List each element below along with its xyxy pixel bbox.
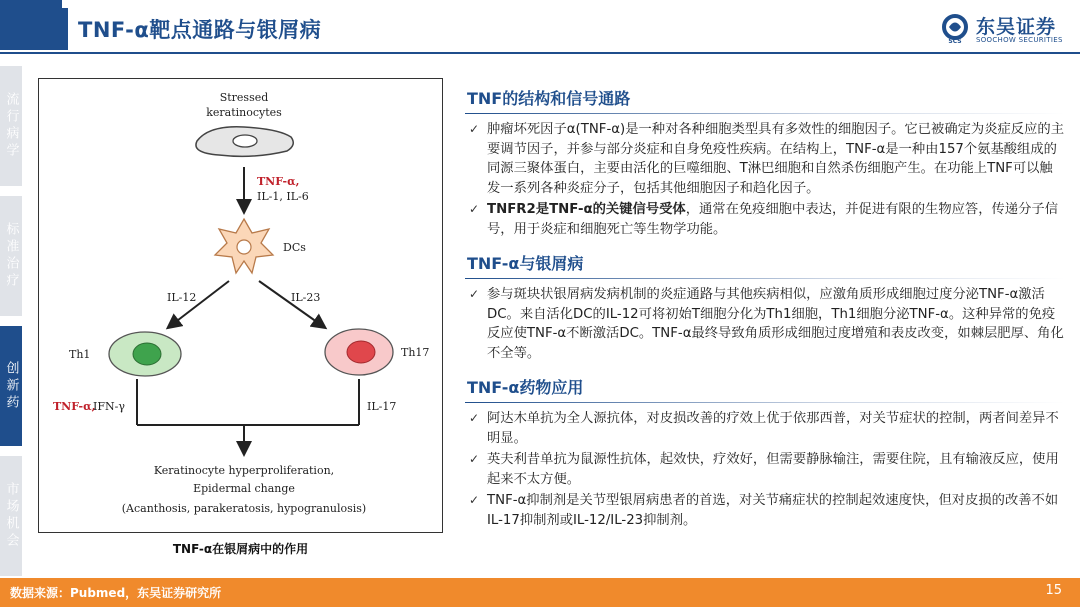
figure-caption: TNF-α在银屑病中的作用 <box>172 542 309 556</box>
logo-subtitle: SOOCHOW SECURITIES <box>976 36 1063 44</box>
bullet-bold-text: TNFR2是TNF-α的关键信号受体 <box>487 202 686 217</box>
arrow-dc-to-th1 <box>169 281 229 327</box>
tnf-alpha-label-2: TNF-α, <box>53 400 96 413</box>
footer-bar <box>0 578 1080 607</box>
tnf-alpha-label: TNF-α, <box>257 175 300 188</box>
check-icon: ✓ <box>469 452 480 466</box>
side-tab-standard-treatment[interactable]: 标准治疗 <box>0 196 22 316</box>
title-accent-bar <box>0 0 62 50</box>
th17-cell-icon <box>325 329 393 375</box>
logo-mark-icon <box>940 14 970 44</box>
check-icon: ✓ <box>469 411 480 425</box>
th1-cell-icon <box>109 332 181 376</box>
section-title: TNF-α药物应用 <box>467 378 584 397</box>
content-panel <box>465 86 1065 542</box>
title-accent-notch <box>62 8 68 50</box>
section-divider <box>465 278 1065 279</box>
check-icon: ✓ <box>469 287 480 301</box>
bullet-item <box>465 120 1065 198</box>
il12-label: IL-12 <box>167 291 197 304</box>
bullet-item <box>465 285 1065 363</box>
slide-title: TNF-α靶点通路与银屑病 <box>78 18 322 42</box>
dcs-label: DCs <box>283 241 306 254</box>
page-number: 15 <box>1045 583 1062 598</box>
section-title: TNF-α与银屑病 <box>467 254 584 273</box>
outcome-line-2: Epidermal change <box>193 482 295 495</box>
logo-name: 东吴证券 <box>976 16 1057 38</box>
check-icon: ✓ <box>469 493 480 507</box>
stressed-label: Stressed <box>219 91 269 104</box>
bullet-item <box>465 409 1065 448</box>
pathway-figure <box>38 78 443 533</box>
th17-label: Th17 <box>401 346 430 359</box>
bullet-item <box>465 450 1065 489</box>
side-tab-epidemiology[interactable]: 流行病学 <box>0 66 22 186</box>
bullet-text: ，通常在免疫细胞中表达，并促进有限的生物应答，传递分子信号，用于炎症和细胞死亡等生物学功能。 <box>487 202 1058 237</box>
side-nav <box>0 66 22 586</box>
side-tab-market-opportunity[interactable]: 市场机会 <box>0 456 22 576</box>
check-icon: ✓ <box>469 202 480 216</box>
data-source: 数据来源：Pubmed，东吴证券研究所 <box>10 586 222 600</box>
il17-label: IL-17 <box>367 400 397 413</box>
section-title: TNF的结构和信号通路 <box>467 89 631 108</box>
company-logo <box>940 12 1072 46</box>
section-tnf-psoriasis <box>465 251 1065 363</box>
il23-label: IL-23 <box>291 291 321 304</box>
side-tab-innovative-drugs[interactable]: 创新药 <box>0 326 22 446</box>
title-divider <box>0 52 1080 54</box>
bullet-item <box>465 200 1065 239</box>
logo-mark-text: SCS <box>948 38 962 44</box>
bullet-item <box>465 491 1065 530</box>
ifn-gamma-label: IFN-γ <box>93 400 125 413</box>
bullet-text: TNF-α抑制剂是关节型银屑病患者的首选，对关节痛症状的控制起效速度快，但对皮损的改善不如IL-17抑制剂或IL-12/IL-23抑制剂。 <box>487 493 1059 528</box>
bullet-text: 参与斑块状银屑病发病机制的炎症通路与其他疾病相似，应激角质形成细胞过度分泌TNF-α激活DC。来自活化DC的IL-12可将初始T细胞分化为Th1细胞，Th1细胞分泌TNF-α。这种异常的免疫反应使TNF-α不断激活DC。TNF-α最终导致角质形成细胞过度增殖和表皮改变，如棘层肥厚、角化不全等。 <box>487 287 1064 361</box>
section-divider <box>465 113 1065 114</box>
bullet-text: 英夫利昔单抗为鼠源性抗体，起效快，疗效好，但需要静脉输注，需要住院，且有输液反应，使用起来不太方便。 <box>487 452 1059 487</box>
check-icon: ✓ <box>469 122 480 136</box>
bullet-text: 阿达木单抗为全人源抗体，对皮损改善的疗效上优于依那西普，对关节症状的控制，两者间差异不明显。 <box>487 411 1059 446</box>
il1-il6-label: IL-1, IL-6 <box>257 190 309 203</box>
outcome-line-1: Keratinocyte hyperproliferation, <box>153 464 335 477</box>
section-tnf-drugs <box>465 375 1065 530</box>
section-tnf-structure <box>465 86 1065 239</box>
bullet-text: 肿瘤坏死因子α(TNF-α)是一种对各种细胞类型具有多效性的细胞因子。它已被确定为炎症反应的主要调节因子，并参与部分炎症和自身免疫性疾病。在结构上，TNF-α是一种由157个氨基酸组成的同源三聚体蛋白，主要由活化的巨噬细胞、T淋巴细胞和自然杀伤细胞产生。在功能上TNF可以触发一系列各种炎症分子，包括其他细胞因子和趋化因子。 <box>487 122 1064 196</box>
arrow-dc-to-th17 <box>259 281 324 327</box>
keratinocyte-cell-icon <box>196 127 293 157</box>
keratinocytes-label: keratinocytes <box>206 106 282 119</box>
dc-cell-icon <box>215 219 273 273</box>
section-divider <box>465 402 1065 403</box>
th1-label: Th1 <box>69 348 91 361</box>
outcome-line-3: (Acanthosis, parakeratosis, hypogranulosis) <box>121 502 367 515</box>
